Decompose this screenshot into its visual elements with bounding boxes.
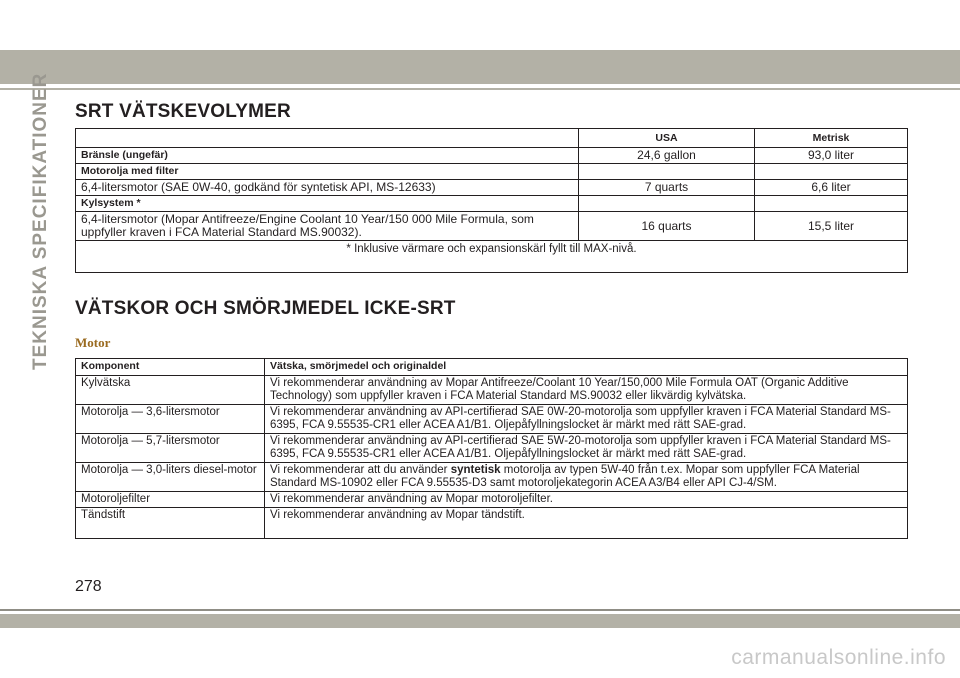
component-cell: Motoroljefilter xyxy=(76,492,265,508)
value-usa xyxy=(579,164,755,180)
row-label: 6,4-litersmotor (SAE 0W-40, godkänd för syntetisk API, MS-12633) xyxy=(76,180,579,196)
table-row xyxy=(76,212,908,241)
table-row xyxy=(76,196,908,212)
table-header-row xyxy=(76,359,908,376)
table-row xyxy=(76,405,908,434)
header-cell-metric: Metrisk xyxy=(755,129,908,148)
fluid-cell: Vi rekommenderar användning av API-certifierad SAE 0W-20-motorolja som uppfyller kraven i FCA Material Standard MS-6395, FCA 9.55535-CR1 eller ACEA A1/B1. Oljepåfyllningslocket är märkt med rätt SAE-grad. xyxy=(265,405,908,434)
value-metric: 93,0 liter xyxy=(755,148,908,164)
page-number: 278 xyxy=(75,578,102,595)
header-cell-component: Komponent xyxy=(76,359,265,376)
component-cell: Motorolja — 5,7-litersmotor xyxy=(76,434,265,463)
fluid-cell: Vi rekommenderar användning av Mopar motoroljefilter. xyxy=(265,492,908,508)
row-label: Bränsle (ungefär) xyxy=(76,148,579,164)
fluid-cell: Vi rekommenderar användning av API-certifierad SAE 5W-20-motorolja som uppfyller kraven i FCA Material Standard MS-6395, FCA 9.55535-CR1 eller ACEA A1/B1. Oljepåfyllningslocket är märkt med rätt SAE-grad. xyxy=(265,434,908,463)
table-row xyxy=(76,434,908,463)
fluid-text-emphasis: syntetisk xyxy=(450,464,501,476)
table-row xyxy=(76,148,908,164)
fluid-text-end: motorolja av typen 5W-40 från t.ex. Mopar som uppfyller FCA Material Standard MS-10902 eller FCA 9.55535-D3 samt motoroljekategorin ACEA A3/B4 eller API CJ-4/SM. xyxy=(270,464,860,489)
table-footnote-row xyxy=(76,241,908,273)
table-row xyxy=(76,180,908,196)
component-cell: Tändstift xyxy=(76,508,265,539)
side-tab-label: TEKNISKA SPECIFIKATIONER xyxy=(30,72,51,370)
table-row xyxy=(76,463,908,492)
table-row xyxy=(76,376,908,405)
table-row xyxy=(76,508,908,539)
footer-band xyxy=(0,614,960,628)
value-metric xyxy=(755,196,908,212)
table-header-row xyxy=(76,129,908,148)
header-rule xyxy=(0,88,960,90)
row-label: Kylsystem * xyxy=(76,196,579,212)
watermark-text: carmanualsonline.info xyxy=(731,646,946,669)
section-title-srt: SRT VÄTSKEVOLYMER xyxy=(75,101,291,122)
header-band xyxy=(0,50,960,84)
value-usa xyxy=(579,196,755,212)
table-row xyxy=(76,164,908,180)
fluid-cell xyxy=(265,463,908,492)
component-cell: Kylvätska xyxy=(76,376,265,405)
footnote: * Inklusive värmare och expansionskärl fyllt till MAX-nivå. xyxy=(76,241,908,273)
value-metric: 6,6 liter xyxy=(755,180,908,196)
header-cell-fluid: Vätska, smörjmedel och originaldel xyxy=(265,359,908,376)
non-srt-fluids-table xyxy=(75,358,908,539)
row-label: 6,4-litersmotor (Mopar Antifreeze/Engine Coolant 10 Year/150 000 Mile Formula, som uppfyller kraven i FCA Material Standard MS.90032). xyxy=(76,212,579,241)
footer-rule xyxy=(0,609,960,611)
value-usa: 7 quarts xyxy=(579,180,755,196)
section-title-non-srt: VÄTSKOR OCH SMÖRJMEDEL ICKE-SRT xyxy=(75,298,456,319)
srt-fluid-capacity-table xyxy=(75,128,908,273)
value-usa: 16 quarts xyxy=(579,212,755,241)
value-metric: 15,5 liter xyxy=(755,212,908,241)
value-usa: 24,6 gallon xyxy=(579,148,755,164)
table-row xyxy=(76,492,908,508)
fluid-text-start: Vi rekommenderar att du använder xyxy=(270,464,451,476)
fluid-cell: Vi rekommenderar användning av Mopar tändstift. xyxy=(265,508,908,539)
component-cell: Motorolja — 3,0-liters diesel-motor xyxy=(76,463,265,492)
header-cell-usa: USA xyxy=(579,129,755,148)
component-cell: Motorolja — 3,6-litersmotor xyxy=(76,405,265,434)
subsection-title-motor: Motor xyxy=(75,335,111,350)
value-metric xyxy=(755,164,908,180)
header-cell xyxy=(76,129,579,148)
row-label: Motorolja med filter xyxy=(76,164,579,180)
fluid-cell: Vi rekommenderar användning av Mopar Antifreeze/Coolant 10 Year/150,000 Mile Formula OAT (Organic Additive Technology) som uppfyller kraven i FCA Material Standard MS.90032 eller likvärdig kylvätska. xyxy=(265,376,908,405)
